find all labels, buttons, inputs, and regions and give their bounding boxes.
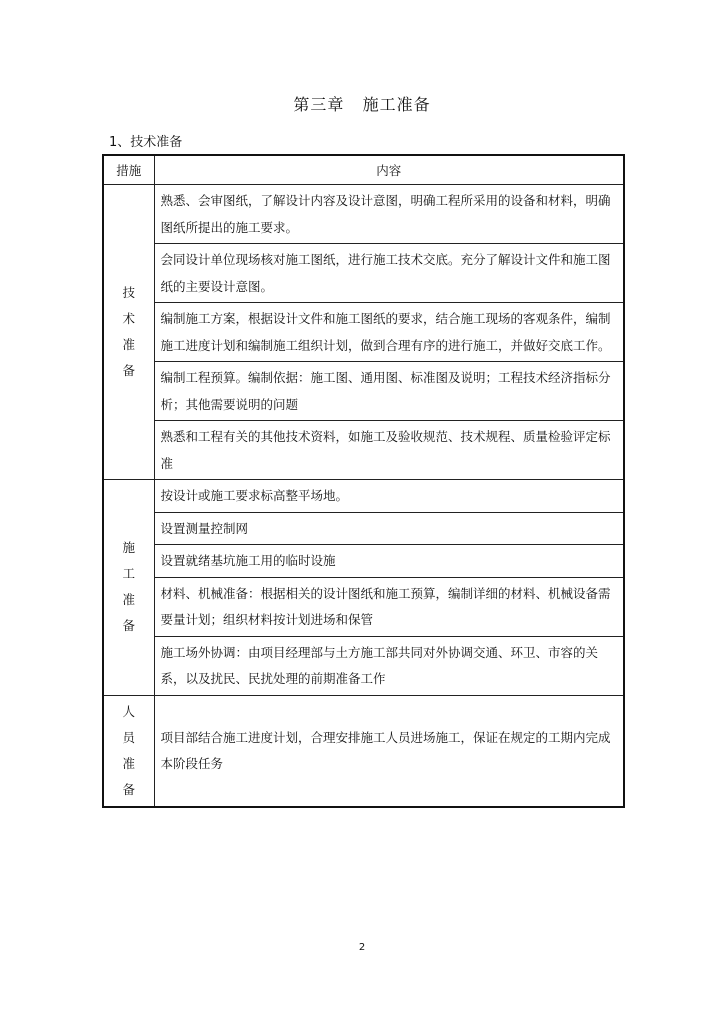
content-cell: 编制施工方案，根据设计文件和施工图纸的要求，结合施工现场的客观条件，编制施工进度计划和编制施工组织计划，做到合理有序的进行施工，并做好交底工作。 [154, 303, 624, 362]
category-char: 工 [122, 566, 135, 582]
section-heading: 1、技术准备 [109, 135, 183, 150]
table-row [103, 512, 624, 545]
table-row [103, 695, 624, 807]
header-content: 内容 [154, 155, 624, 185]
content-cell: 熟悉和工程有关的其他技术资料，如施工及验收规范、技术规程、质量检验评定标准 [154, 421, 624, 480]
content-cell: 编制工程预算。编制依据：施工图、通用图、标准图及说明；工程技术经济指标分析；其他需要说明的问题 [154, 362, 624, 421]
content-cell: 设置就绪基坑施工用的临时设施 [154, 545, 624, 578]
page-title: 第三章 施工准备 [293, 95, 431, 114]
category-char: 备 [122, 363, 135, 378]
content-cell: 材料、机械准备：根据相关的设计图纸和施工预算，编制详细的材料、机械设备需要量计划；组织材料按计划进场和保管 [154, 577, 624, 636]
category-personnel [103, 695, 154, 807]
table-row [103, 303, 624, 362]
content-cell: 按设计或施工要求标高整平场地。 [154, 480, 624, 513]
page-number: 2 [358, 942, 366, 953]
content-cell: 会同设计单位现场核对施工图纸，进行施工技术交底。充分了解设计文件和施工图纸的主要设计意图。 [154, 244, 624, 303]
category-char: 术 [122, 311, 135, 326]
category-char: 施 [122, 540, 135, 556]
category-char: 备 [122, 781, 135, 797]
category-char: 技 [122, 285, 135, 300]
content-cell: 设置测量控制网 [154, 512, 624, 545]
category-technical [103, 185, 154, 480]
table-row [103, 577, 624, 636]
category-char: 员 [122, 729, 135, 745]
preparation-table [102, 154, 625, 808]
table-row [103, 185, 624, 244]
category-char: 准 [122, 337, 135, 352]
table-row [103, 545, 624, 578]
header-measure: 措施 [103, 155, 154, 185]
table-header-row [103, 155, 624, 185]
category-char: 备 [122, 618, 135, 634]
category-char: 人 [122, 703, 135, 719]
category-char: 准 [122, 755, 135, 771]
table-row [103, 421, 624, 480]
table-row [103, 362, 624, 421]
category-char: 准 [122, 592, 135, 608]
content-cell: 熟悉、会审图纸，了解设计内容及设计意图，明确工程所采用的设备和材料，明确图纸所提出的施工要求。 [154, 185, 624, 244]
content-cell: 施工场外协调：由项目经理部与土方施工部共同对外协调交通、环卫、市容的关系，以及扰民、民扰处理的前期准备工作 [154, 636, 624, 695]
table-row [103, 480, 624, 513]
category-construction [103, 480, 154, 696]
content-cell: 项目部结合施工进度计划，合理安排施工人员进场施工，保证在规定的工期内完成本阶段任务 [154, 695, 624, 807]
table-row [103, 244, 624, 303]
table-row [103, 636, 624, 695]
